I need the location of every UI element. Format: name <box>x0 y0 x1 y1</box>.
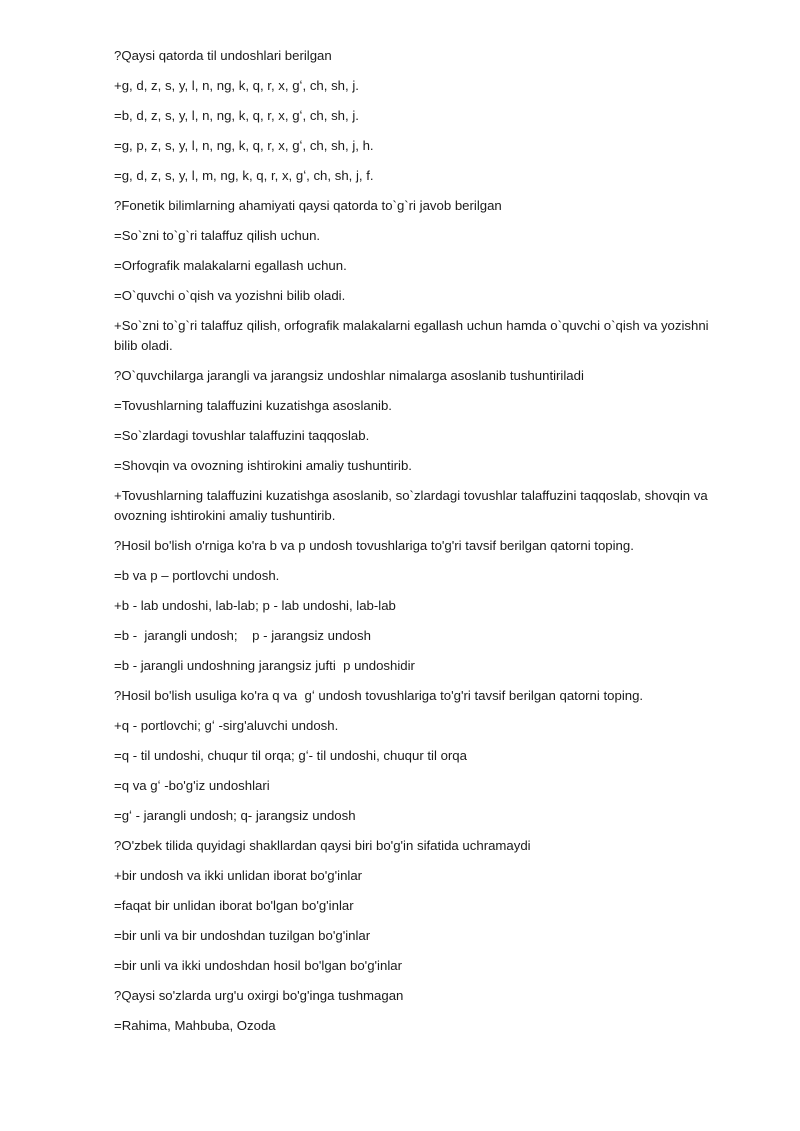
line-answer: =Orfografik malakalarni egallash uchun. <box>114 258 347 273</box>
line-answer: =g, p, z, s, y, l, n, ng, k, q, r, x, gʻ, ch, sh, j, h. <box>114 138 374 153</box>
line-answer: +q - portlovchi; gʻ -sirg'aluvchi undosh. <box>114 718 339 733</box>
line-answer: =So`zlardagi tovushlar talaffuzini taqqoslab. <box>114 428 370 443</box>
line-question: ?Fonetik bilimlarning ahamiyati qaysi qatorda to`g`ri javob berilgan <box>114 198 502 213</box>
line-question: ?Hosil bo'lish o'rniga ko'ra b va p undosh tovushlariga to'g'ri tavsif berilgan qatorni toping. <box>114 538 634 553</box>
line-answer: =b, d, z, s, y, l, n, ng, k, q, r, x, gʻ, ch, sh, j. <box>114 108 359 123</box>
line-answer: +bir undosh va ikki unlidan iborat bo'g'inlar <box>114 868 363 883</box>
line-question: ?Qaysi so'zlarda urg'u oxirgi bo'g'inga tushmagan <box>114 988 404 1003</box>
line-answer: =Rahima, Mahbuba, Ozoda <box>114 1018 276 1033</box>
line-answer: =Shovqin va ovozning ishtirokini amaliy tushuntirib. <box>114 458 412 473</box>
line-answer: =bir unli va bir undoshdan tuzilgan bo'g'inlar <box>114 928 371 943</box>
line-answer: +b - lab undoshi, lab-lab; p - lab undoshi, lab-lab <box>114 598 396 613</box>
line-answer: =Tovushlarning talaffuzini kuzatishga asoslanib. <box>114 398 392 413</box>
line-answer: =gʻ - jarangli undosh; q- jarangsiz undosh <box>114 808 356 823</box>
line-answer: =bir unli va ikki undoshdan hosil bo'lgan bo'g'inlar <box>114 958 402 973</box>
line-question: ?Hosil bo'lish usuliga ko'ra q va gʻ undosh tovushlariga to'g'ri tavsif berilgan qatorni toping. <box>114 688 644 703</box>
line-answer: =faqat bir unlidan iborat bo'lgan bo'g'inlar <box>114 898 354 913</box>
line-answer: =q va gʻ -bo'g'iz undoshlari <box>114 778 270 793</box>
line-answer: =So`zni to`g`ri talaffuz qilish uchun. <box>114 228 321 243</box>
document-content <box>114 46 724 1046</box>
line-answer: +g, d, z, s, y, l, n, ng, k, q, r, x, gʻ, ch, sh, j. <box>114 78 359 93</box>
line-answer: +Tovushlarning talaffuzini kuzatishga asoslanib, so`zlardagi tovushlar talaffuzini taqqoslab, shovqin va ovozning ishtirokini amaliy tushuntirib. <box>114 488 712 523</box>
line-answer: =b va p – portlovchi undosh. <box>114 568 280 583</box>
line-answer: =O`quvchi o`qish va yozishni bilib oladi. <box>114 288 346 303</box>
line-answer: =b - jarangli undosh; p - jarangsiz undosh <box>114 628 371 643</box>
line-answer: +So`zni to`g`ri talaffuz qilish, orfografik malakalarni egallash uchun hamda o`quvchi o`qish va yozishni bilib oladi. <box>114 318 713 353</box>
line-answer: =g, d, z, s, y, l, m, ng, k, q, r, x, gʻ, ch, sh, j, f. <box>114 168 374 183</box>
line-question: ?O`quvchilarga jarangli va jarangsiz undoshlar nimalarga asoslanib tushuntiriladi <box>114 368 584 383</box>
line-question: ?Qaysi qatorda til undoshlari berilgan <box>114 48 332 63</box>
line-answer: =b - jarangli undoshning jarangsiz jufti p undoshidir <box>114 658 415 673</box>
line-question: ?O'zbek tilida quyidagi shakllardan qaysi biri bo'g'in sifatida uchramaydi <box>114 838 531 853</box>
line-answer: =q - til undoshi, chuqur til orqa; gʻ- til undoshi, chuqur til orqa <box>114 748 467 763</box>
